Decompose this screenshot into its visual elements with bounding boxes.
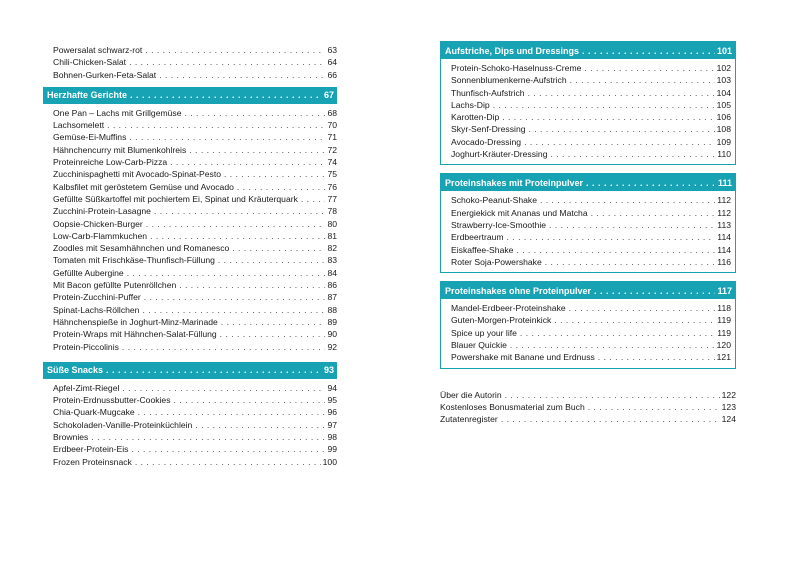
toc-entry[interactable] [53, 230, 337, 242]
entry-page-number: 88 [327, 304, 337, 315]
dot-leader [528, 87, 715, 99]
entry-page-number: 119 [717, 327, 731, 338]
dot-leader [586, 178, 716, 188]
section-title: Proteinshakes mit Proteinpulver [445, 177, 584, 188]
toc-entry[interactable] [53, 304, 337, 316]
entry-title: Schoko-Peanut-Shake [451, 195, 537, 206]
toc-entry[interactable] [53, 341, 337, 353]
entry-page-number: 63 [327, 45, 337, 55]
entry-title: Energiekick mit Ananas und Matcha [451, 207, 588, 218]
dot-leader [224, 168, 325, 180]
entry-page-number: 110 [717, 149, 731, 160]
entry-page-number: 105 [716, 99, 731, 110]
entry-title: Chia-Quark-Mugcake [53, 407, 135, 418]
toc-entry[interactable] [451, 111, 731, 123]
dot-leader [122, 341, 326, 353]
section-title: Süße Snacks [47, 365, 104, 376]
dot-leader [189, 144, 325, 156]
toc-entry[interactable] [53, 119, 337, 131]
dot-leader [135, 456, 321, 468]
toc-entry[interactable] [451, 302, 731, 314]
entry-page-number: 90 [327, 329, 337, 340]
entry-title: Blauer Quickie [451, 340, 507, 351]
entry-title: Eiskaffee-Shake [451, 244, 514, 255]
dot-leader [591, 207, 716, 219]
aufstriche-entries [441, 59, 735, 164]
section-header-suesse-snacks[interactable] [43, 362, 337, 379]
toc-entry[interactable] [53, 156, 337, 168]
entry-title: Zutatenregister [440, 414, 498, 425]
dot-leader [493, 99, 715, 111]
toc-entry[interactable] [440, 389, 736, 401]
dot-leader [570, 74, 715, 86]
entry-page-number: 116 [717, 256, 731, 267]
section-page-number: 93 [323, 365, 334, 376]
toc-entry[interactable] [53, 181, 337, 193]
toc-entry[interactable] [451, 99, 731, 111]
entry-title: Hähnchencurry mit Blumenkohlreis [53, 144, 187, 155]
toc-entry[interactable] [53, 56, 337, 68]
appendix-entries [440, 389, 736, 426]
entry-page-number: 102 [716, 63, 731, 73]
entry-page-number: 78 [327, 206, 337, 217]
entry-page-number: 106 [716, 112, 731, 123]
entry-page-number: 76 [327, 181, 337, 192]
toc-entry[interactable] [440, 401, 736, 413]
entry-page-number: 104 [716, 87, 731, 98]
toc-entry[interactable] [451, 339, 731, 351]
entry-page-number: 82 [327, 243, 337, 254]
entry-title: Strawberry-Ice-Smoothie [451, 219, 547, 230]
entry-title: Spinat-Lachs-Röllchen [53, 304, 140, 315]
entry-page-number: 112 [717, 207, 731, 218]
dot-leader [218, 254, 326, 266]
entry-title: Brownies [53, 432, 89, 443]
toc-entry[interactable] [53, 291, 337, 303]
entry-page-number: 75 [327, 169, 337, 180]
entry-page-number: 68 [327, 107, 337, 118]
section-header-ohne-proteinpulver[interactable] [441, 282, 735, 299]
entry-title: Gemüse-Ei-Muffins [53, 132, 127, 143]
dot-leader [170, 156, 325, 168]
section-title: Proteinshakes ohne Proteinpulver [445, 285, 592, 296]
toc-entry[interactable] [451, 87, 731, 99]
dot-leader [501, 413, 720, 425]
entry-page-number: 121 [716, 352, 731, 363]
entry-page-number: 119 [717, 315, 731, 326]
entry-page-number: 96 [327, 407, 337, 418]
toc-entry[interactable] [451, 314, 731, 326]
entry-page-number: 72 [327, 144, 337, 155]
entry-page-number: 114 [717, 244, 731, 255]
entry-title: One Pan – Lachs mit Grillgemüse [53, 107, 182, 118]
toc-entry[interactable] [53, 316, 337, 328]
entry-page-number: 100 [322, 456, 337, 467]
entry-title: Avocado-Dressing [451, 136, 522, 147]
dot-leader [131, 443, 325, 455]
entry-page-number: 122 [721, 389, 736, 400]
entry-page-number: 98 [327, 432, 337, 443]
dot-leader [594, 286, 715, 296]
entry-title: Frozen Proteinsnack [53, 456, 132, 467]
toc-entry[interactable] [53, 69, 337, 81]
entry-page-number: 84 [327, 267, 337, 278]
toc-entry[interactable] [53, 144, 337, 156]
entry-title: Proteinreiche Low-Carb-Pizza [53, 157, 168, 168]
section-page-number: 101 [716, 45, 732, 56]
entry-title: Karotten-Dip [451, 112, 500, 123]
toc-entry[interactable] [53, 328, 337, 340]
toc-entry[interactable] [451, 207, 731, 219]
entry-title: Roter Soja-Powershake [451, 256, 542, 267]
entry-page-number: 112 [717, 195, 731, 206]
dot-leader [129, 56, 325, 68]
entry-title: Zucchinispaghetti mit Avocado-Spinat-Pesto [53, 169, 221, 180]
toc-entry[interactable] [53, 168, 337, 180]
toc-entry[interactable] [53, 419, 337, 431]
dot-leader [195, 419, 325, 431]
entry-page-number: 114 [717, 232, 731, 243]
entry-page-number: 95 [327, 395, 337, 406]
dot-leader [174, 394, 326, 406]
entry-page-number: 103 [716, 75, 731, 86]
entry-title: Chili-Chicken-Salat [53, 57, 127, 68]
entry-title: Skyr-Senf-Dressing [451, 124, 526, 135]
dot-leader [127, 267, 326, 279]
entry-title: Sonnenblumenkerne-Aufstrich [451, 75, 567, 86]
entry-title: Oopsie-Chicken-Burger [53, 218, 143, 229]
entry-title: Tomaten mit Frischkäse-Thunfisch-Füllung [53, 255, 215, 266]
dot-leader [106, 365, 322, 375]
entry-page-number: 123 [721, 401, 736, 412]
salad-entries [43, 44, 337, 81]
entry-title: Lachsomelett [53, 120, 105, 131]
toc-entry[interactable] [451, 194, 731, 206]
toc-entry[interactable] [53, 205, 337, 217]
dot-leader [516, 244, 715, 256]
toc-entry[interactable] [53, 218, 337, 230]
entry-page-number: 74 [327, 157, 337, 168]
entry-title: Protein-Schoko-Haselnuss-Creme [451, 63, 582, 73]
dot-leader [582, 46, 715, 56]
spacer [440, 377, 736, 389]
dot-leader [540, 194, 715, 206]
dot-leader [146, 218, 326, 230]
entry-title: Mit Bacon gefüllte Putenröllchen [53, 280, 177, 291]
dot-leader [529, 123, 715, 135]
entry-page-number: 99 [327, 444, 337, 455]
toc-entry[interactable] [451, 148, 731, 160]
dot-leader [507, 231, 716, 243]
dot-leader [91, 431, 325, 443]
toc-entry[interactable] [451, 231, 731, 243]
entry-title: Protein-Zucchini-Puffer [53, 292, 141, 303]
entry-page-number: 94 [327, 382, 337, 393]
toc-entry[interactable] [53, 107, 337, 119]
entry-title: Protein-Piccolinis [53, 341, 119, 352]
toc-entry[interactable] [53, 431, 337, 443]
dot-leader [545, 256, 716, 268]
toc-entry[interactable] [53, 406, 337, 418]
entry-title: Apfel-Zimt-Riegel [53, 382, 120, 393]
toc-entry[interactable] [53, 242, 337, 254]
toc-entry[interactable] [451, 256, 731, 268]
entry-title: Powershake mit Banane und Erdnuss [451, 352, 595, 363]
toc-entry[interactable] [53, 254, 337, 266]
entry-page-number: 89 [327, 316, 337, 327]
section-box-aufstriche [440, 41, 736, 165]
entry-page-number: 64 [327, 57, 337, 68]
suesse-entries [43, 382, 337, 468]
toc-entry[interactable] [53, 44, 337, 56]
entry-title: Gefüllte Süßkartoffel mit pochiertem Ei, Spinat und Kräuterquark [53, 193, 298, 204]
entry-title: Erdbeertraum [451, 232, 504, 243]
entry-page-number: 81 [327, 230, 337, 241]
entry-page-number: 118 [717, 303, 731, 314]
dot-leader [520, 327, 715, 339]
section-page-number: 111 [717, 177, 732, 188]
toc-entry[interactable] [53, 193, 337, 205]
toc-left-column [43, 44, 337, 468]
entry-page-number: 109 [716, 136, 731, 147]
toc-entry[interactable] [440, 413, 736, 425]
dot-leader [144, 291, 326, 303]
entry-page-number: 124 [721, 414, 736, 425]
entry-title: Bohnen-Gurken-Feta-Salat [53, 69, 157, 80]
entry-page-number: 71 [327, 132, 337, 143]
dot-leader [154, 205, 326, 217]
dot-leader [138, 406, 326, 418]
entry-page-number: 70 [327, 120, 337, 131]
dot-leader [122, 382, 325, 394]
dot-leader [159, 69, 325, 81]
dot-leader [130, 90, 322, 100]
dot-leader [237, 181, 326, 193]
toc-entry[interactable] [53, 443, 337, 455]
entry-title: Guten-Morgen-Proteinkick [451, 315, 552, 326]
dot-leader [569, 302, 716, 314]
dot-leader [145, 44, 325, 56]
dot-leader [221, 316, 326, 328]
entry-title: Mandel-Erdbeer-Proteinshake [451, 303, 566, 314]
entry-title: Low-Carb-Flammkuchen [53, 230, 148, 241]
entry-page-number: 92 [327, 341, 337, 352]
entry-page-number: 97 [327, 419, 337, 430]
toc-entry[interactable] [53, 456, 337, 468]
toc-entry[interactable] [451, 351, 731, 363]
entry-page-number: 86 [327, 280, 337, 291]
dot-leader [549, 219, 715, 231]
entry-title: Lachs-Dip [451, 99, 490, 110]
toc-entry[interactable] [53, 279, 337, 291]
entry-page-number: 80 [327, 218, 337, 229]
entry-page-number: 87 [327, 292, 337, 303]
ohne-protein-entries [441, 299, 735, 367]
entry-page-number: 66 [327, 69, 337, 80]
dot-leader [185, 107, 326, 119]
section-title: Aufstriche, Dips und Dressings [445, 45, 580, 56]
entry-title: Kalbsfilet mit geröstetem Gemüse und Avocado [53, 181, 234, 192]
dot-leader [150, 230, 325, 242]
entry-page-number: 120 [716, 340, 731, 351]
section-header-mit-proteinpulver[interactable] [441, 174, 735, 191]
dot-leader [142, 304, 325, 316]
dot-leader [584, 62, 714, 74]
section-header-herzhafte-gerichte[interactable] [43, 87, 337, 104]
toc-entry[interactable] [53, 394, 337, 406]
dot-leader [505, 389, 720, 401]
toc-entry[interactable] [451, 123, 731, 135]
toc-right-column [440, 41, 736, 426]
toc-entry[interactable] [451, 219, 731, 231]
section-page-number: 67 [323, 90, 334, 101]
dot-leader [524, 136, 715, 148]
dot-leader [588, 401, 720, 413]
toc-entry[interactable] [451, 74, 731, 86]
toc-entry[interactable] [53, 131, 337, 143]
dot-leader [598, 351, 715, 363]
entry-title: Über die Autorin [440, 389, 502, 400]
section-header-aufstriche[interactable] [441, 42, 735, 59]
herzhafte-entries [43, 107, 337, 353]
toc-entry[interactable] [53, 382, 337, 394]
dot-leader [220, 328, 326, 340]
entry-title: Hähnchenspieße in Joghurt-Minz-Marinade [53, 316, 218, 327]
entry-title: Joghurt-Kräuter-Dressing [451, 149, 548, 160]
section-title: Herzhafte Gerichte [47, 90, 128, 101]
dot-leader [129, 131, 325, 143]
mit-protein-entries [441, 191, 735, 272]
toc-entry[interactable] [451, 244, 731, 256]
entry-page-number: 77 [327, 193, 337, 204]
entry-title: Spice up your life [451, 327, 517, 338]
entry-title: Thunfisch-Aufstrich [451, 87, 525, 98]
dot-leader [179, 279, 325, 291]
entry-title: Protein-Wraps mit Hähnchen-Salat-Füllung [53, 329, 217, 340]
dot-leader [510, 339, 715, 351]
entry-title: Zucchini-Protein-Lasagne [53, 206, 151, 217]
entry-page-number: 108 [716, 124, 731, 135]
dot-leader [107, 119, 325, 131]
entry-title: Erdbeer-Protein-Eis [53, 444, 129, 455]
section-box-ohne-proteinpulver [440, 281, 736, 368]
section-box-mit-proteinpulver [440, 173, 736, 273]
toc-entry[interactable] [53, 267, 337, 279]
toc-entry[interactable] [451, 136, 731, 148]
dot-leader [502, 111, 714, 123]
entry-title: Protein-Erdnussbutter-Cookies [53, 395, 171, 406]
entry-title: Gefüllte Aubergine [53, 267, 124, 278]
entry-title: Schokoladen-Vanille-Proteinküchlein [53, 419, 193, 430]
toc-entry[interactable] [451, 62, 731, 74]
toc-entry[interactable] [451, 327, 731, 339]
entry-title: Powersalat schwarz-rot [53, 45, 143, 55]
section-page-number: 117 [717, 285, 732, 296]
entry-title: Kostenloses Bonusmaterial zum Buch [440, 401, 585, 412]
entry-page-number: 83 [327, 255, 337, 266]
dot-leader [232, 242, 325, 254]
dot-leader [550, 148, 715, 160]
entry-title: Zoodles mit Sesamhähnchen und Romanesco [53, 243, 230, 254]
dot-leader [554, 314, 715, 326]
entry-page-number: 113 [717, 219, 731, 230]
dot-leader [301, 193, 326, 205]
